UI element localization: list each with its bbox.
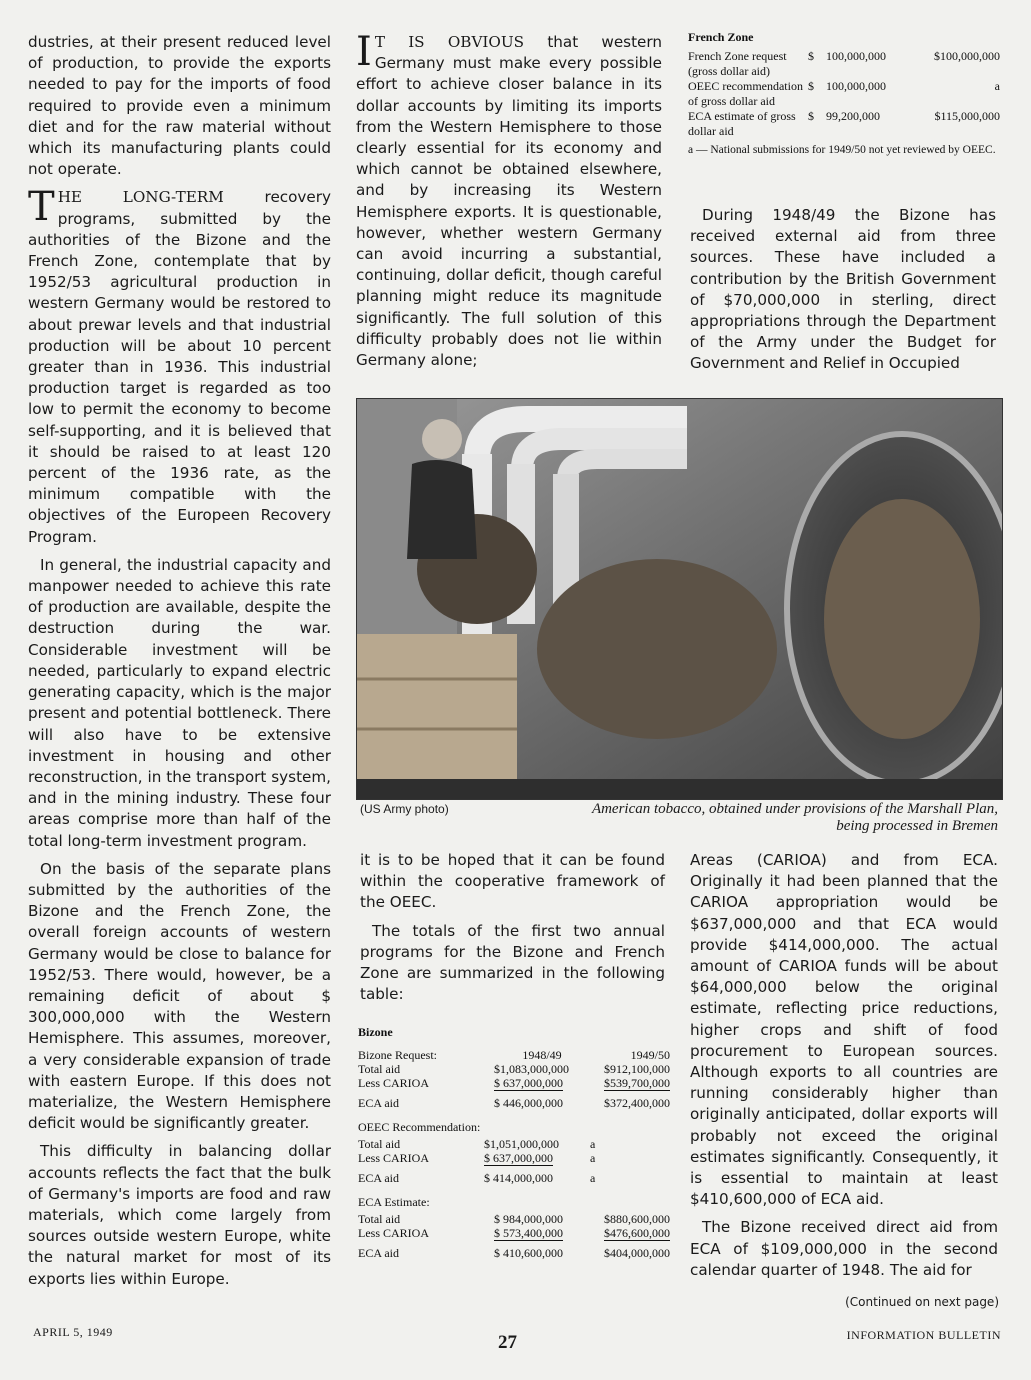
value-1948: 100,000,000 (826, 49, 886, 63)
value-1949: $404,000,000 (604, 1246, 670, 1260)
col1-paragraph-5: This difficulty in balancing dollar accounts reflects the fact that the bulk of Germany's imports are food and raw materials, which come largely from sources outside western Europe, white the natural market for most of its exports lies within Europe. (28, 1142, 331, 1288)
row-label: Total aid (358, 1212, 401, 1226)
value-1948: $ 637,000,000 (494, 1076, 563, 1090)
french-zone-table (688, 30, 1000, 157)
value-1948: 100,000,000 (826, 79, 886, 93)
row-label: OEEC recommendation of gross dollar aid (688, 79, 803, 108)
table-row (358, 1226, 670, 1240)
value-1949: a (590, 1137, 596, 1151)
tobacco-processing-photo (356, 398, 1003, 800)
value-1949: $476,600,000 (604, 1226, 670, 1240)
col1-paragraph-2 (28, 184, 331, 547)
publication-name: INFORMATION BULLETIN (846, 1328, 1001, 1342)
row-label: Total aid (358, 1062, 401, 1076)
table-row (358, 1246, 670, 1260)
value-1948: $ 637,000,000 (484, 1151, 553, 1165)
col2-lead-caps: T IS OBVIOUS (374, 33, 525, 51)
table-row (688, 79, 1000, 109)
row-label: Less CARIOA (358, 1226, 429, 1240)
row-label: French Zone request (gross dollar aid) (688, 49, 787, 78)
value-1949: $100,000,000 (934, 49, 1000, 63)
table-header-row (358, 1048, 670, 1062)
col2b-paragraph-1: it is to be hoped that it can be found within the cooperative framework of the OEEC. (360, 851, 665, 912)
currency-sign: $ (808, 79, 814, 93)
row-label: ECA aid (358, 1246, 399, 1260)
column-3 (690, 205, 996, 382)
value-1949: $539,700,000 (604, 1076, 670, 1090)
col2-paragraph-1 (356, 29, 662, 371)
oeec-section-title: OEEC Recommendation: (358, 1120, 481, 1134)
col1-paragraph-4: On the basis of the separate plans submitted by the authorities of the Bizone and the French Zone, the overall foreign accounts of western Germany would be close to balance for 1952/53. There would, however, be a remaining deficit of about $ 300,000,000 with the Western Hemisphere. This assumes, moreover, a very considerable expansion of trade with eastern Europe. If this does not materialize, the Western Hemisphere deficit would be significantly greater. (28, 859, 331, 1133)
table-row (358, 1171, 670, 1185)
value-1949: $880,600,000 (604, 1212, 670, 1226)
row-label: Less CARIOA (358, 1151, 429, 1165)
table-row (358, 1212, 670, 1226)
col3-paragraph-1: During 1948/49 the Bizone has received external aid from three sources. These have included a contribution by the British Government of $70,000,000 in sterling, direct appropriations through the Department of the Army under the Budget for Government and Relief in Occupied (690, 206, 996, 373)
value-1948: $ 573,400,000 (494, 1226, 563, 1240)
row-label: ECA estimate of gross dollar aid (688, 109, 796, 138)
french-zone-title: French Zone (688, 30, 754, 44)
table-row (358, 1096, 670, 1110)
column-header-1949: 1949/50 (630, 1048, 670, 1062)
bizone-title: Bizone (358, 1025, 393, 1039)
french-zone-footnote: a — National submissions for 1949/50 not yet reviewed by OEEC. (688, 144, 996, 156)
value-1948: $ 984,000,000 (494, 1212, 563, 1226)
row-label: ECA aid (358, 1096, 399, 1110)
value-1949: a (994, 79, 1000, 93)
photo-credit: (US Army photo) (360, 802, 449, 816)
table-row (358, 1151, 670, 1165)
value-1949: a (590, 1151, 596, 1165)
value-1949: $912,100,000 (604, 1062, 670, 1076)
table-row (688, 49, 1000, 79)
bizone-table (358, 1025, 670, 1260)
row-label: Less CARIOA (358, 1076, 429, 1090)
col3b-paragraph-1: Areas (CARIOA) and from ECA. Originally it had been planned that the CARIOA appropriation would be $637,000,000 and that ECA would provide $414,000,000. The actual amount of CARIOA funds will be about $64,000,000 below the original estimate, reflecting price reductions, higher crops and shift of food procurement to European sources. Although exports to all countries are running considerably higher than originally anticipated, dollar exports will probably not exceed the original estimates significantly. Consequently, it is essential to maintain at least $410,600,000 of ECA aid. (690, 851, 998, 1209)
value-1948: $ 446,000,000 (494, 1096, 563, 1110)
photo-illustration (357, 399, 1002, 799)
col1-paragraph-1: dustries, at their present reduced level of production, to provide the exports needed to pay for the imports of food required to provide even a minimum diet and for the raw material without which its manufacturing plants could not operate. (28, 33, 331, 179)
table-row (688, 109, 1000, 139)
table-row (358, 1076, 670, 1090)
value-1949: $115,000,000 (934, 109, 1000, 123)
column-1 (28, 32, 331, 1297)
drop-cap-t: T (28, 184, 55, 231)
table-row (358, 1062, 670, 1076)
continued-note: (Continued on next page) (845, 1295, 999, 1309)
currency-sign: $ (808, 49, 814, 63)
col2-paragraph-1-text: that western Germany must make every possible effort to achieve closer balance in its dollar accounts by limiting its imports from the Western Hemisphere to those clearly essential for its economy and which cannot be obtained elsewhere, and by increasing its Western Hemisphere exports. It is questionable, however, whether western Germany can avoid incurring a substantial, continuing, dollar deficit, though careful planning might reduce its magnitude significantly. The full solution of this difficulty probably does not lie within Germany alone; (356, 33, 662, 370)
row-label: Total aid (358, 1137, 401, 1151)
photo-caption: American tobacco, obtained under provisions of the Marshall Plan, being processed in Bremen (591, 801, 998, 834)
row-label: ECA aid (358, 1171, 399, 1185)
issue-date: APRIL 5, 1949 (33, 1325, 113, 1339)
value-1948: $1,083,000,000 (494, 1062, 569, 1076)
value-1949: a (590, 1171, 596, 1185)
column-header-1948: 1948/49 (522, 1048, 562, 1062)
value-1948: $1,051,000,000 (484, 1137, 559, 1151)
col3b-paragraph-2: The Bizone received direct aid from ECA of $109,000,000 in the second calendar quarter of 1948. The aid for (690, 1218, 998, 1279)
currency-sign: $ (808, 109, 814, 123)
column-2 (356, 29, 662, 378)
value-1949: $372,400,000 (604, 1096, 670, 1110)
col1-paragraph-3: In general, the industrial capacity and manpower needed to achieve this rate of production are available, despite the destruction during the war. Considerable investment will be needed, particularly to expand electric generating capacity, which is the major present and potential bottleneck. There will also have to be extensive investment in housing and other reconstruction, in the transport system, and in the mining industry. These four areas comprise more than half of the total long-term investment program. (28, 555, 331, 850)
eca-section-title: ECA Estimate: (358, 1195, 430, 1209)
col2b-paragraph-2: The totals of the first two annual programs for the Bizone and French Zone are summarized in the following table: (360, 921, 665, 1004)
value-1948: 99,200,000 (826, 109, 880, 123)
value-1948: $ 414,000,000 (484, 1171, 553, 1185)
table-row (358, 1137, 670, 1151)
col1-lead-caps: HE LONG-TERM (57, 188, 224, 207)
page-number: 27 (498, 1332, 517, 1353)
drop-cap-i: I (356, 29, 372, 75)
column-2-lower (360, 850, 665, 1012)
column-3-lower (690, 850, 998, 1288)
row-label: Bizone Request: (358, 1048, 437, 1062)
col1-paragraph-2-text: recovery programs, submitted by the authorities of the Bizone and the French Zone, contemplate that by 1952/53 agricultural production in western Germany would be restored to about prewar levels and that industrial production will be about 10 percent greater than in 1936. This industrial production target is regarded as too low to permit the economy to become self-supporting, and it is believed that it should be raised to at least 120 percent of the 1936 rate, as the minimum compatible with the objectives of the Europeen Recovery Program. (28, 188, 331, 546)
value-1948: $ 410,600,000 (494, 1246, 563, 1260)
